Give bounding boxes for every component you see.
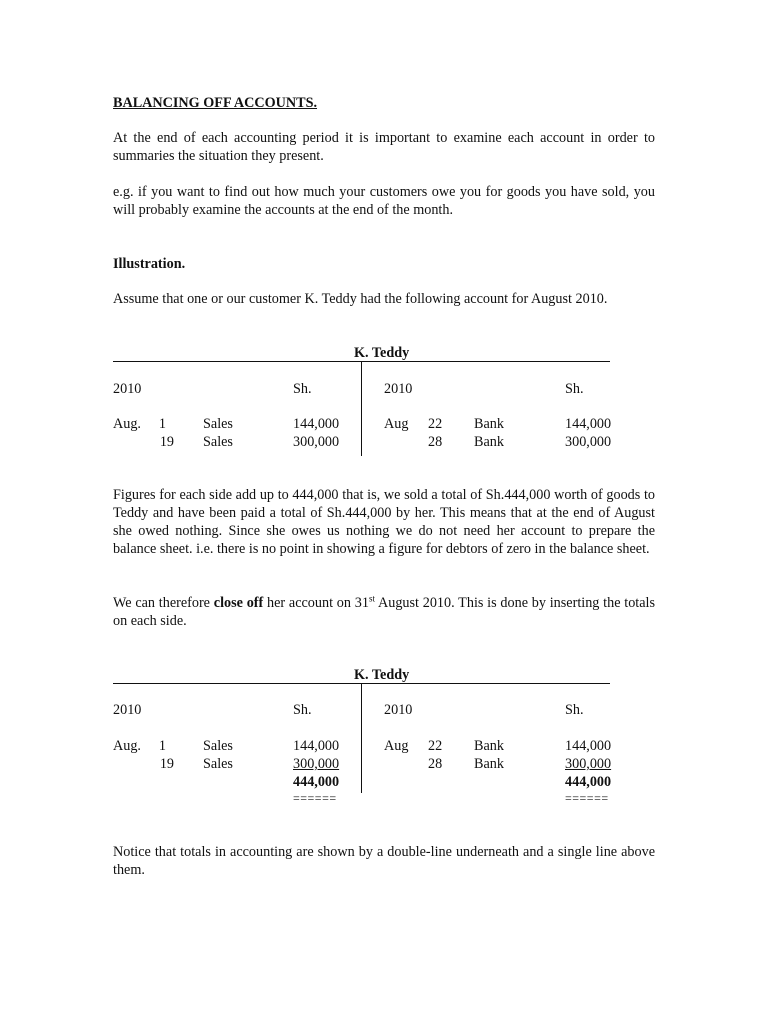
credit-item: Bank bbox=[474, 416, 504, 432]
debit-amount: 300,000 bbox=[293, 434, 340, 450]
debit-day: 1 bbox=[158, 416, 166, 432]
ledger-divider bbox=[361, 361, 362, 456]
credit-day: 22 bbox=[428, 738, 443, 754]
debit-double-line: ====== bbox=[293, 791, 337, 805]
close-text-before: We can therefore bbox=[113, 595, 214, 611]
credit-currency: Sh. bbox=[565, 702, 584, 718]
credit-currency: Sh. bbox=[565, 381, 584, 397]
credit-item: Bank bbox=[474, 434, 504, 450]
credit-item: Bank bbox=[474, 756, 504, 772]
debit-amount: 144,000 bbox=[293, 416, 340, 432]
ledger-divider bbox=[361, 683, 362, 793]
debit-month: Aug. bbox=[113, 738, 141, 754]
credit-month: Aug bbox=[384, 738, 409, 754]
page-heading: BALANCING OFF ACCOUNTS. bbox=[113, 95, 318, 111]
debit-year: 2010 bbox=[113, 381, 142, 397]
credit-amount: 144,000 bbox=[565, 416, 612, 432]
debit-item: Sales bbox=[203, 756, 233, 772]
credit-day: 22 bbox=[428, 416, 443, 432]
debit-item: Sales bbox=[203, 416, 233, 432]
credit-year: 2010 bbox=[384, 702, 413, 718]
illustration-heading: Illustration. bbox=[113, 256, 186, 272]
debit-amount: 144,000 bbox=[293, 738, 340, 754]
ledger-title: K. Teddy bbox=[354, 345, 410, 361]
close-text-bold: close off bbox=[213, 595, 264, 611]
credit-year: 2010 bbox=[384, 381, 413, 397]
credit-day: 28 bbox=[428, 756, 443, 772]
figures-paragraph: Figures for each side add up to 444,000 that is, we sold a total of Sh.444,000 worth of goods to Teddy and have been paid a total of Sh.444,000 by her. This means that at the end of August she owed nothing. Since she owes us nothing we do not need her account to prepare the balance sheet. i.e. there is no point in showing a figure for debtors of zero in the balance sheet. bbox=[113, 487, 655, 557]
notice-paragraph: Notice that totals in accounting are shown by a double-line underneath and a single line above them. bbox=[113, 844, 655, 878]
credit-double-line: ====== bbox=[565, 791, 609, 805]
credit-day: 28 bbox=[428, 434, 443, 450]
intro-paragraph: At the end of each accounting period it is important to examine each account in order to summaries the situation they present. bbox=[113, 130, 655, 164]
debit-month: Aug. bbox=[113, 416, 141, 432]
close-paragraph bbox=[113, 594, 655, 630]
credit-item: Bank bbox=[474, 738, 504, 754]
credit-amount: 300,000 bbox=[565, 756, 612, 772]
credit-total: 444,000 bbox=[565, 774, 612, 790]
close-text-middle: her account on 31 bbox=[263, 595, 369, 611]
debit-year: 2010 bbox=[113, 702, 142, 718]
credit-amount: 300,000 bbox=[565, 434, 612, 450]
debit-item: Sales bbox=[203, 738, 233, 754]
debit-amount: 300,000 bbox=[293, 756, 340, 772]
example-paragraph: e.g. if you want to find out how much your customers owe you for goods you have sold, you will probably examine the accounts at the end of the month. bbox=[113, 184, 655, 218]
debit-currency: Sh. bbox=[293, 702, 312, 718]
ledger-title: K. Teddy bbox=[354, 667, 410, 683]
assume-paragraph: Assume that one or our customer K. Teddy had the following account for August 2010. bbox=[113, 291, 608, 307]
credit-amount: 144,000 bbox=[565, 738, 612, 754]
debit-item: Sales bbox=[203, 434, 233, 450]
debit-currency: Sh. bbox=[293, 381, 312, 397]
close-text-after: August 2010. This is done by inserting the totals on each side. bbox=[113, 595, 656, 629]
debit-day: 1 bbox=[158, 738, 166, 754]
credit-month: Aug bbox=[384, 416, 409, 432]
debit-day: 19 bbox=[159, 756, 174, 772]
debit-day: 19 bbox=[159, 434, 174, 450]
debit-total: 444,000 bbox=[293, 774, 340, 790]
close-text-sup: st bbox=[368, 593, 375, 604]
